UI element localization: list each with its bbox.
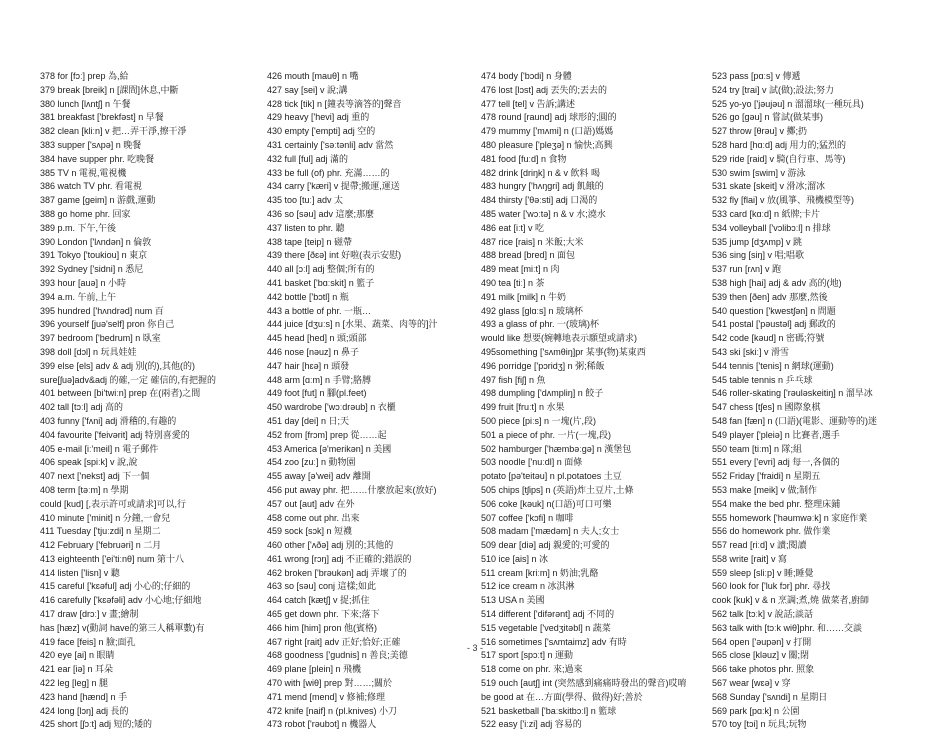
- vocab-entry: 402 tall [tɔːl] adj 高的: [40, 402, 124, 413]
- vocab-entry: 511 cream [kriːm] n 奶油;乳酪: [481, 567, 599, 578]
- vocab-entry: 403 funny ['fʌni] adj 滑稽的,有趣的: [40, 415, 177, 426]
- vocab-entry: 564 open ['əupən] v 打開: [712, 636, 812, 647]
- vocab-entry: 556 do homework phr. 做作業: [712, 526, 831, 537]
- vocab-entry: 422 leg [leg] n 腿: [40, 678, 109, 689]
- vocab-entry: 421 ear [iə] n 耳朵: [40, 664, 114, 675]
- vocab-entry: 545 table tennis n 乒乓球: [712, 374, 813, 385]
- vocab-entry: 557 read [riːd] v 讀;閱讀: [712, 540, 807, 551]
- vocab-entry: 407 next ['nekst] adj 下一個: [40, 471, 150, 482]
- vocab-entry: 461 wrong [rɔŋ] adj 不正確的;錯誤的: [267, 553, 412, 564]
- vocab-column-3: [481, 70, 699, 732]
- vocab-entry: 478 round [raund] adj 球形的;圓的: [481, 112, 617, 123]
- vocab-entry: 513 USA n 美國: [481, 595, 545, 606]
- vocab-entry: 449 foot [fut] n 腳(pl.feet): [267, 388, 367, 399]
- vocab-entry: 505 chips [tʃips] n (英語)炸土豆片,土條: [481, 484, 634, 495]
- vocab-entry: 474 body ['bɔdi] n 身體: [481, 71, 572, 81]
- vocab-entry: 563 talk with [tɔːk wiθ]phr. 和……交談: [712, 622, 863, 633]
- vocab-entry: 509 dear [diə] adj 親愛的;可愛的: [481, 540, 610, 551]
- vocab-entry: 497 fish [fiʃ] n 魚: [481, 374, 546, 385]
- vocab-entry: 451 day [dei] n 日;天: [267, 415, 350, 426]
- vocab-entry: 391 Tokyo ['toukiou] n 東京: [40, 250, 148, 261]
- vocab-entry: 554 make the bed phr. 整理床鋪: [712, 498, 841, 509]
- vocab-entry: 440 all [ɔːl] adj 整個;所有的: [267, 264, 375, 275]
- vocab-entry: 432 full [ful] adj 滿的: [267, 153, 349, 164]
- vocab-entry: 397 bedroom ['bedrum] n 臥室: [40, 333, 161, 344]
- vocab-entry: be good at 在…方面(學得、做得)好;善於: [481, 691, 643, 702]
- vocab-entry: 439 there [ðɛə] int 好啦(表示安慰): [267, 250, 402, 261]
- vocab-entry: 491 milk [milk] n 牛奶: [481, 291, 567, 302]
- vocab-entry: 515 vegetable ['vedʒitəbl] n 蔬菜: [481, 622, 611, 633]
- vocab-entry: 530 swim [swim] v 游泳: [712, 167, 806, 178]
- vocab-entry: 414 listen ['lisn] v 聽: [40, 567, 120, 578]
- vocab-entry: 521 basketball ['baːskitbɔːl] n 籃球: [481, 705, 617, 716]
- vocab-entry: 543 ski [skiː] v 滑雪: [712, 346, 790, 357]
- vocab-entry: 529 ride [raid] v 騎(自行車、馬等): [712, 153, 846, 164]
- vocab-entry: 559 sleep [sliːp] v 睡;睡覺: [712, 567, 814, 578]
- vocab-entry: 465 get down phr. 下來;落下: [267, 609, 380, 620]
- vocab-entry: 430 empty ['empti] adj 空的: [267, 126, 376, 137]
- vocab-entry: 502 hamburger ['hæmbəːgə] n 漢堡包: [481, 443, 632, 454]
- vocab-entry: 382 clean [kliːn] v 把…弄干淨,擦干淨: [40, 126, 187, 137]
- vocab-entry: 458 come out phr. 出來: [267, 512, 360, 523]
- vocab-entry: 539 then [ðen] adv 那麼,然後: [712, 291, 828, 302]
- vocab-entry: 457 out [aut] adv 在外: [267, 498, 355, 509]
- vocab-entry: 401 between [bi'twiːn] prep 在(兩者)之間: [40, 388, 201, 399]
- vocab-entry: 479 mummy ['mʌmi] n (口語)媽媽: [481, 126, 614, 137]
- vocab-entry: 426 mouth [mauθ] n 嘴: [267, 71, 359, 81]
- vocab-entry: 484 thirsty ['θəːsti] adj 口渴的: [481, 195, 598, 206]
- vocab-entry: 406 speak [spiːk] v 說,說: [40, 457, 138, 468]
- vocab-entry: 560 look for ['luk fɔr] phr. 尋找: [712, 581, 831, 592]
- vocab-entry: 460 other ['ʌðə] adj 別的;其他的: [267, 540, 394, 551]
- vocab-entry: 482 drink [driŋk] n & v 飲料 喝: [481, 167, 601, 178]
- vocab-entry: 534 volleyball ['vɔlibɔːl] n 排球: [712, 222, 831, 233]
- vocab-entry: 405 e-mail [iː'meil] n 電子郵件: [40, 443, 159, 454]
- vocab-entry: 507 coffee ['kɔfi] n 咖啡: [481, 512, 574, 523]
- vocab-entry: 429 heavy ['hevi] adj 重的: [267, 112, 370, 123]
- vocab-entry: 392 Sydney ['sidni] n 悉尼: [40, 264, 144, 275]
- vocab-entry: 448 arm [ɑːm] n 手臂;胳膊: [267, 374, 372, 385]
- vocab-entry: 462 broken ['brəukən] adj 弄壞了的: [267, 567, 407, 578]
- vocab-entry: 469 plane [plein] n 飛機: [267, 664, 362, 675]
- vocab-entry: 569 park [pɑːk] n 公園: [712, 705, 800, 716]
- vocab-entry: 565 close [kləuz] v 關;閉: [712, 650, 810, 661]
- vocab-entry: 490 tea [tiː] n 茶: [481, 277, 545, 288]
- vocab-entry: 410 minute ['minit] n 分鐘,一會兒: [40, 512, 171, 523]
- vocab-entry: 395 hundred ['hʌndrəd] num 百: [40, 305, 164, 316]
- vocab-entry: 525 yo-yo ['jəujəu] n 溜溜球(一種玩具): [712, 98, 864, 109]
- vocab-entry: 384 have supper phr. 吃晚餐: [40, 153, 155, 164]
- vocab-entry: 568 Sunday ['sʌndi] n 星期日: [712, 691, 828, 702]
- vocab-entry: 485 water ['wɔːtə] n & v 水;澆水: [481, 208, 606, 219]
- vocab-entry: 445 head [hed] n 頭;頭部: [267, 333, 367, 344]
- vocab-entry: 495something ['sʌmθiŋ]pr 某事(物)某東西: [481, 346, 646, 357]
- vocab-entry: 498 dumpling ['dʌmpliŋ] n 餃子: [481, 388, 604, 399]
- vocab-entry: 477 tell [tel] v 告訴;講述: [481, 98, 576, 109]
- vocab-entry: 555 homework ['həumwəːk] n 家庭作業: [712, 512, 868, 523]
- vocab-entry: 551 every ['evri] adj 每一,各個的: [712, 457, 840, 468]
- vocab-entry: 514 different ['difərənt] adj 不同的: [481, 609, 615, 620]
- vocab-entry: 454 zoo [zuː] n 動物園: [267, 457, 356, 468]
- vocab-entry: 438 tape [teip] n 磁帶: [267, 236, 353, 247]
- vocab-entry: 522 easy ['iːzi] adj 容易的: [481, 719, 582, 730]
- vocab-entry: 517 sport [spɔːt] n 運動: [481, 650, 574, 661]
- vocab-entry: 378 for [fɔː] prep 為,給: [40, 71, 129, 81]
- vocab-entry: 441 basket ['bɑːskit] n 籃子: [267, 277, 375, 288]
- vocab-column-1: [40, 70, 245, 732]
- vocab-entry: 526 go [gəu] n 嘗試(做某事): [712, 112, 824, 123]
- vocab-entry: 420 eye [ai] n 眼睛: [40, 650, 115, 661]
- vocab-entry: 558 write [rait] v 寫: [712, 553, 788, 564]
- vocab-entry: 473 robot ['rəubɔt] n 機器人: [267, 719, 377, 730]
- vocab-entry: 567 wear [wɛə] v 穿: [712, 678, 791, 689]
- vocab-entry: 433 be full (of) phr. 充滿……的: [267, 167, 390, 178]
- vocab-entry: 538 high [hai] adj & adv 高的(地): [712, 277, 842, 288]
- vocab-entry: 533 card [kɑːd] n 紙牌;卡片: [712, 208, 821, 219]
- vocab-entry: 412 February ['februəri] n 二月: [40, 540, 162, 551]
- vocab-entry: 434 carry ['kæri] v 提帶;搬運,運送: [267, 181, 400, 192]
- vocab-entry: 531 skate [skeit] v 滑冰;溜冰: [712, 181, 826, 192]
- vocab-entry: 394 a.m. 午前,上午: [40, 291, 117, 302]
- vocab-entry: 548 fan [fæn] n (口語)(電影、運動等的)迷: [712, 415, 878, 426]
- vocab-entry: 389 p.m. 下午,午後: [40, 222, 117, 233]
- vocab-entry: 423 hand [hænd] n 手: [40, 691, 128, 702]
- vocab-entry: 415 careful ['kɛəful] adj 小心的;仔細的: [40, 581, 191, 592]
- vocab-entry: 536 sing [siŋ] v 唱;唱歌: [712, 250, 805, 261]
- vocab-entry: 466 him [him] pron 他(賓格): [267, 622, 378, 633]
- vocab-entry: 500 piece [piːs] n 一塊(片,段): [481, 415, 597, 426]
- vocab-entry: 428 tick [tik] n [鐘表等滴答的]聲音: [267, 98, 402, 109]
- vocab-entry: 425 short [ʃɔːt] adj 短的;矮的: [40, 719, 153, 730]
- vocab-entry: 518 come on phr. 來;過來: [481, 664, 583, 675]
- vocab-entry: 463 so [səu] conj 這樣;如此: [267, 581, 377, 592]
- vocab-entry: 437 listen to phr. 聽: [267, 222, 345, 233]
- vocab-entry: 562 talk [tɔːk] v 說話;談話: [712, 609, 814, 620]
- vocab-entry: 443 a bottle of phr. 一瓶…: [267, 305, 372, 316]
- vocab-entry: 547 chess [tʃes] n 國際象棋: [712, 402, 821, 413]
- vocab-entry: 383 supper ['sʌpə] n 晚餐: [40, 139, 142, 150]
- vocab-entry: 386 watch TV phr. 看電視: [40, 181, 142, 192]
- vocab-entry: 499 fruit [fruːt] n 水果: [481, 402, 565, 413]
- vocab-entry: 503 noodle ['nuːdl] n 面條: [481, 457, 583, 468]
- vocab-entry: 470 with [wiθ] prep 對……;關於: [267, 678, 393, 689]
- vocab-entry: 480 pleasure ['pleʒə] n 愉快;高興: [481, 139, 613, 150]
- vocab-entry: 541 postal ['pəustəl] adj 郵政的: [712, 319, 836, 330]
- vocab-entry: 535 jump [dʒʌmp] v 跳: [712, 236, 802, 247]
- vocab-entry: 396 yourself [juə'self] pron 你自己: [40, 319, 175, 330]
- vocab-entry: cook [kuk] v & n 烹調;煮,燒 做菜者,廚師: [712, 595, 870, 606]
- vocab-entry: 398 doll [dɔl] n 玩具娃娃: [40, 346, 137, 357]
- vocab-entry: 393 hour [auə] n 小時: [40, 277, 127, 288]
- vocab-entry: 455 away [ə'wei] adv 離開: [267, 471, 371, 482]
- vocab-entry: 388 go home phr. 回家: [40, 208, 131, 219]
- vocab-entry: 489 meat [miːt] n 肉: [481, 264, 560, 275]
- vocab-entry: 481 food [fuːd] n 食物: [481, 153, 567, 164]
- vocab-entry: 483 hungry ['hʌŋgri] adj 飢餓的: [481, 181, 604, 192]
- vocab-entry: 399 else [els] adv & adj 別(的),其他(的): [40, 360, 196, 371]
- vocab-entry: 411 Tuesday ['tjuːzdi] n 星期二: [40, 526, 161, 537]
- vocab-entry: 540 question ['kwestʃən] n 問題: [712, 305, 836, 316]
- page-number: - 3 -: [466, 643, 483, 653]
- vocab-entry: 553 make [meik] v 做;制作: [712, 484, 818, 495]
- vocab-entry: has [hæz] v(動詞 have的第三人稱單數)有: [40, 622, 205, 633]
- vocab-entry: 488 bread [bred] n 面包: [481, 250, 576, 261]
- vocab-entry: 417 draw [drɔː] v 畫;繪制: [40, 609, 139, 620]
- vocab-entry: 506 coke [kəuk] n(口語)可口可樂: [481, 498, 612, 509]
- vocab-entry: 510 ice [ais] n 冰: [481, 553, 549, 564]
- vocab-entry: 537 run [rʌn] v 跑: [712, 264, 782, 275]
- vocab-entry: 496 porridge ['pɔridʒ] n 粥;稀飯: [481, 360, 605, 371]
- vocab-entry: 566 take photos phr. 照象: [712, 664, 815, 675]
- vocab-entry: 508 madam ['mædəm] n 夫人;女士: [481, 526, 620, 537]
- vocab-entry: 516 sometimes ['sʌmtaimz] adv 有時: [481, 636, 627, 647]
- vocab-entry: 471 mend [mend] v 修補;修理: [267, 691, 386, 702]
- vocab-entry: 492 glass [glɑːs] n 玻璃杯: [481, 305, 584, 316]
- vocab-entry: 435 too [tuː] adv 太: [267, 195, 344, 206]
- vocab-entry: 550 team [tiːm] n 隊;組: [712, 443, 803, 454]
- vocab-entry: 408 term [təːm] n 學期: [40, 484, 129, 495]
- vocab-entry: 464 catch [kætʃ] v 捉;抓住: [267, 595, 370, 606]
- vocab-entry: 450 wardrobe ['wɔːdrəub] n 衣櫃: [267, 402, 396, 413]
- vocab-entry: 413 eighteenth ['ei'tiːnθ] num 第十八: [40, 553, 185, 564]
- vocab-entry: 390 London ['lʌndən] n 倫敦: [40, 236, 152, 247]
- vocab-entry: 452 from [frɔm] prep 從……起: [267, 429, 387, 440]
- vocab-entry: 512 ice cream n 冰淇淋: [481, 581, 575, 592]
- vocab-entry: 570 toy [tɔi] n 玩具;玩物: [712, 719, 807, 730]
- vocab-entry: 552 Friday ['fraidi] n 星期五: [712, 471, 821, 482]
- vocab-entry: 493 a glass of phr. 一(玻璃)杯: [481, 319, 600, 330]
- vocab-entry: 523 pass [pɑːs] v 傳遞: [712, 71, 801, 81]
- vocab-entry: 404 favourite ['feivərit] adj 特別喜愛的: [40, 429, 190, 440]
- vocab-entry: could [kud] [,表示許可或請求]可以,行: [40, 498, 187, 509]
- vocab-entry: 501 a piece of phr. 一片(一塊,段): [481, 429, 612, 440]
- vocab-entry: 544 tennis ['tenis] n 網球(運動): [712, 360, 834, 371]
- vocab-entry: 549 player ['pleiə] n 比賽者,選手: [712, 429, 840, 440]
- vocab-entry: 436 so [səu] adv 這麼;那麼: [267, 208, 375, 219]
- vocab-entry: 456 put away phr. 把……什麼放起來(放好): [267, 484, 437, 495]
- vocab-entry: 459 sock [sɔk] n 短襪: [267, 526, 353, 537]
- vocab-entry: 524 try [trai] v 試(做);設法;努力: [712, 84, 835, 95]
- vocab-entry: would like 想要(婉轉地表示願望或請求): [481, 333, 638, 344]
- vocab-entry: 546 roller-skating ['rəuləskeitiŋ] n 溜旱冰: [712, 388, 873, 399]
- vocab-entry: 532 fly [flai] v 放(風箏、飛機模型等): [712, 195, 855, 206]
- vocab-entry: 528 hard [hɑːd] adj 用力的;猛烈的: [712, 139, 847, 150]
- vocab-entry: 467 right [rait] adv 正好;恰好;正確: [267, 636, 401, 647]
- vocab-column-4: [712, 70, 937, 732]
- vocab-entry: 527 throw [θrəu] v 擲;扔: [712, 126, 808, 137]
- vocab-entry: 379 break [breik] n [課間]休息,中斷: [40, 84, 179, 95]
- vocab-entry: 442 bottle ['bɔtl] n 瓶: [267, 291, 349, 302]
- vocab-entry: 431 certainly ['səːtənli] adv 當然: [267, 139, 394, 150]
- vocab-entry: 447 hair [hɛə] n 頭發: [267, 360, 350, 371]
- vocab-entry: 427 say [sei] v 說;講: [267, 84, 348, 95]
- vocab-column-2: [267, 70, 472, 732]
- vocab-entry: 387 game [geim] n 游戲,運動: [40, 195, 156, 206]
- vocab-entry: 419 face [feis] n 臉;面孔: [40, 636, 136, 647]
- vocab-entry: 446 nose [nəuz] n 鼻子: [267, 346, 360, 357]
- vocab-entry: 487 rice [rais] n 米飯;大米: [481, 236, 584, 247]
- vocab-entry: 476 lost [lɔst] adj 丟失的;丟去的: [481, 84, 608, 95]
- vocab-entry: 380 lunch [lʌntʃ] n 午餐: [40, 98, 131, 109]
- vocab-entry: 385 TV n 電視,電視機: [40, 167, 127, 178]
- vocab-entry: 519 ouch [autʃ] int (突然感到痛痛時發出的聲音)哎唷: [481, 678, 687, 689]
- vocab-entry: 472 knife [naif] n (pl.knives) 小刀: [267, 705, 398, 716]
- vocab-entry: 424 long [lɔŋ] adj 長的: [40, 705, 129, 716]
- vocab-entry: 468 goodness ['gudnis] n 善良;美德: [267, 650, 408, 661]
- vocab-entry: sure[ʃuə]adv&adj 的確,一定 確信的,有把握的: [40, 374, 217, 385]
- vocab-entry: 381 breakfast ['brekfəst] n 早餐: [40, 112, 164, 123]
- vocab-entry: 416 carefully ['kɛəfəli] adv 小心地;仔細地: [40, 595, 202, 606]
- vocab-entry: 486 eat [iːt] v 吃: [481, 222, 545, 233]
- vocab-entry: potato [pə'teitəu] n pl.potatoes 土豆: [481, 471, 622, 482]
- vocab-entry: 542 code [kəud] n 密碼;符號: [712, 333, 825, 344]
- vocab-entry: 444 juice [dʒuːs] n [水果、蔬菜、肉等的]汁: [267, 319, 438, 330]
- vocab-entry: 453 America [ə'merikən] n 美國: [267, 443, 392, 454]
